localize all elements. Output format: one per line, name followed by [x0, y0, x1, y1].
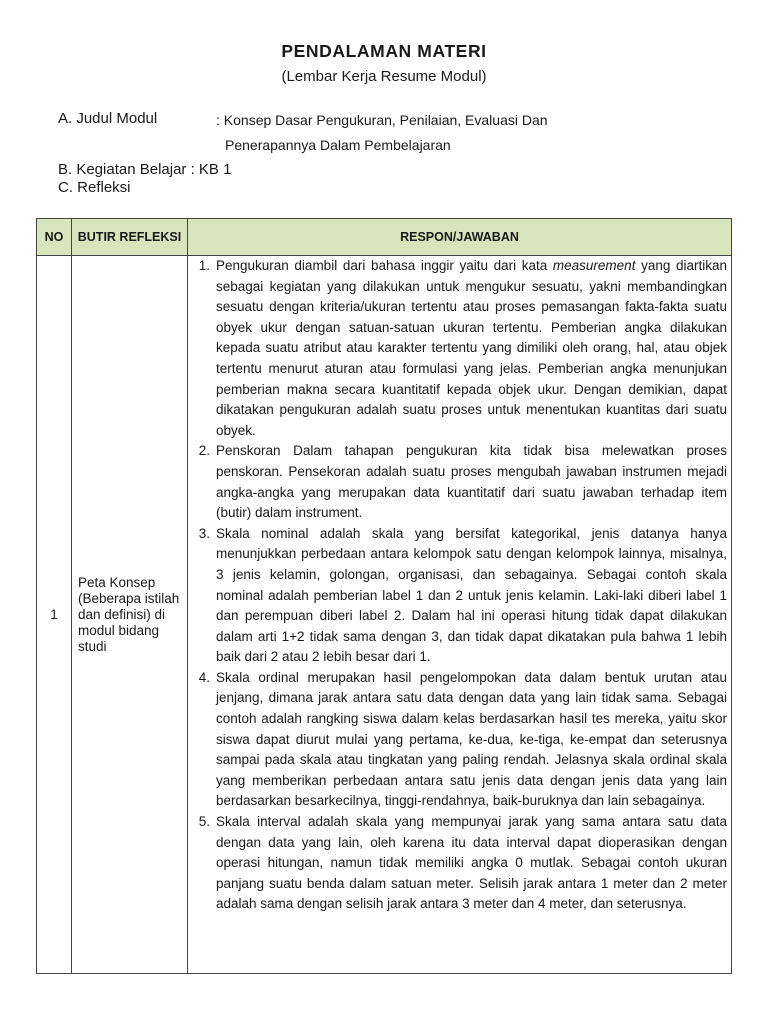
refleksi-heading: C. Refleksi	[58, 179, 131, 196]
list-item	[188, 256, 727, 441]
header-no: NO	[37, 219, 72, 256]
page-title: PENDALAMAN MATERI	[281, 41, 487, 61]
judul-modul-label: A. Judul Modul	[58, 110, 158, 127]
list-item	[188, 668, 727, 812]
table-row	[37, 256, 732, 974]
list-item-text-start: Pengukuran diambil dari bahasa inggir yaitu dari kata	[216, 258, 553, 273]
page-subtitle: (Lembar Kerja Resume Modul)	[281, 68, 487, 85]
list-item-text-end: yang diartikan sebagai kegiatan yang dilakukan untuk mengukur sesuatu, yakni membandingkan sesuatu dengan kriteria/ukuran tertentu atau proses pemasangan fakta-fakta suatu obyek ukur dengan satuan-satuan ukuran tertentu. Pemberian angka dilakukan kepada suatu atribut atau karakter tertentu yang dimiliki oleh orang, hal, atau objek tertentu menurut aturan atau formulasi yang jelas. Pemberian angka menunjukan pemberian makna secara kuantitatif kepada objek ukur. Dengan demikian, dapat dikatakan pengukuran adalah suatu proses untuk menentukan kuantitas dari suatu obyek.	[216, 258, 727, 438]
list-item-text: Skala interval adalah skala yang mempunyai jarak yang sama antara satu data dengan data yang lain, oleh karena itu data interval dapat dioperasikan dengan operasi hitungan, namun tidak memiliki angka 0 mutlak. Sebagai contoh ukuran panjang suatu benda dalam satuan meter. Selisih jarak antara 1 meter dan 2 meter adalah sama dengan selisih jarak antara 3 meter dan 4 meter, dan seterusnya.	[216, 814, 727, 912]
respon-cell	[188, 256, 732, 974]
judul-modul-value-line2: Penerapannya Dalam Pembelajaran	[225, 137, 451, 153]
list-item-number: 1.	[198, 258, 210, 273]
list-item-text: Penskoran Dalam tahapan pengukuran kita tidak bisa melewatkan proses penskoran. Pensekoran adalah suatu proses mengubah jawaban instrumen mejadi angka-angka yang merupakan data kuantitatif dari suatu jawaban terhadap item (butir) dalam instrument.	[216, 443, 727, 521]
respon-list	[188, 256, 727, 915]
list-item-text: Skala nominal adalah skala yang bersifat kategorikal, jenis datanya hanya menunjukkan perbedaan antara kelompok satu dengan kelompok lainnya, misalnya, 3 jenis kelamin, golongan, organisasi, dan sebagainya. Sebagai contoh skala nominal adalah pemberian label 1 dan 2 untuk jenis kelamin. Laki-laki diberi label 1 dan perempuan diberi label 2. Dalam hal ini operasi hitung tidak dapat dilakukan dalam arti 1+2 tidak sama dengan 3, dan tidak dapat dikatakan pula bahwa 1 lebih baik dari 2 atau 2 lebih besar dari 1.	[216, 525, 727, 665]
row-number: 1	[37, 256, 72, 974]
list-item-number: 2.	[198, 443, 210, 459]
butir-refleksi-cell: Peta Konsep (Beberapa istilah dan definisi) di modul bidang studi	[72, 256, 188, 974]
list-item-number: 4.	[198, 669, 210, 685]
header-butir-refleksi: BUTIR REFLEKSI	[72, 219, 188, 256]
table-header-row	[37, 219, 732, 256]
list-item	[188, 812, 727, 915]
list-item-number: 3.	[198, 525, 210, 541]
kegiatan-belajar: B. Kegiatan Belajar : KB 1	[58, 161, 232, 178]
measurement-term: measurement	[552, 258, 636, 273]
list-item-number: 5.	[198, 814, 210, 830]
list-item	[188, 524, 727, 668]
judul-modul-value-line1: : Konsep Dasar Pengukuran, Penilaian, Evaluasi Dan	[216, 112, 548, 128]
header-respon-jawaban: RESPON/JAWABAN	[188, 219, 732, 256]
list-item-text: Skala ordinal merupakan hasil pengelompokan data dalam bentuk urutan atau jenjang, dimana jarak antara satu data dengan data yang lain tidak sama. Sebagai contoh adalah rangking siswa dalam kelas berdasarkan hasil tes mereka, yaitu skor siswa dapat diurut mulai yang pertama, ke-dua, ke-tiga, ke-empat dan seterusnya sampai pada skala atau tingkatan yang paling rendah. Jelasnya skala ordinal skala yang memberikan perbedaan antara satu jenis data dengan jenis data yang lain berdasarkan besarkecilnya, tinggi-rendahnya, baik-buruknya dan lain sebagainya.	[216, 669, 727, 809]
list-item	[188, 441, 727, 523]
list-item-text	[212, 256, 727, 441]
refleksi-table	[36, 218, 732, 974]
